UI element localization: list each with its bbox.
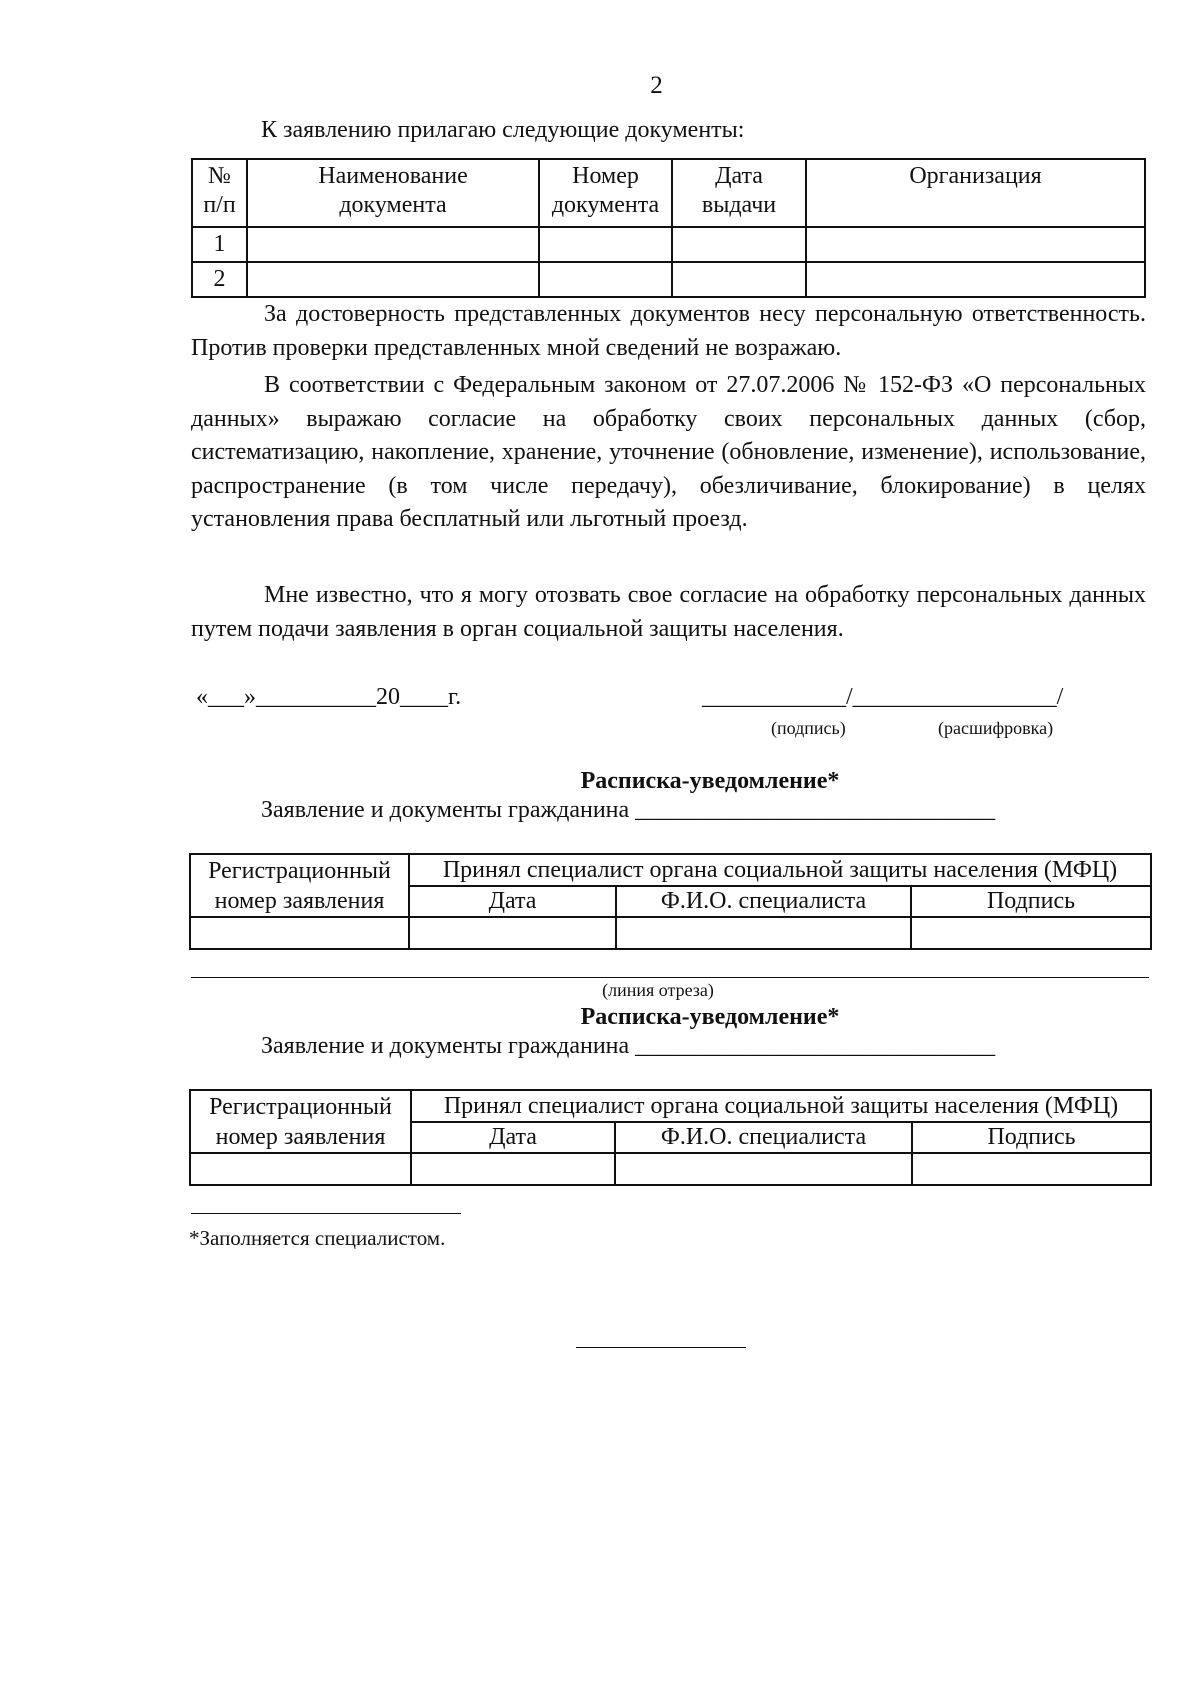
specialist-name-header: Ф.И.О. специалиста	[615, 1122, 912, 1154]
row-organization-cell[interactable]	[806, 227, 1145, 262]
registration-number-cell[interactable]	[190, 917, 409, 949]
date-field[interactable]: «___»__________20____г.	[196, 684, 462, 710]
registration-number-header: Регистрационный номер заявления	[190, 854, 409, 917]
revoke-paragraph: Мне известно, что я могу отозвать свое согласие на обработку персональных данных путем подачи заявления в орган социальной защиты населения.	[191, 582, 1146, 642]
signature-header: Подпись	[911, 886, 1151, 918]
row-doc-number-cell[interactable]	[539, 262, 672, 297]
table-row	[192, 227, 1145, 262]
row-organization-cell[interactable]	[806, 262, 1145, 297]
header-issue-date: Дата выдачи	[672, 159, 806, 227]
footnote: *Заполняется специалистом.	[189, 1226, 446, 1250]
row-issue-date-cell[interactable]	[672, 262, 806, 297]
row-doc-name-cell[interactable]	[247, 262, 539, 297]
attached-documents-table	[191, 158, 1146, 298]
signature-header: Подпись	[912, 1122, 1151, 1154]
end-of-page-rule	[576, 1347, 746, 1348]
receipt-header-row	[190, 1090, 1151, 1122]
header-organization: Организация	[806, 159, 1145, 227]
specialist-name-cell[interactable]	[616, 917, 911, 949]
signature-caption: (подпись)	[771, 718, 846, 738]
specialist-name-header: Ф.И.О. специалиста	[616, 886, 911, 918]
table-row	[192, 262, 1145, 297]
responsibility-paragraph: За достоверность представленных документов несу персональную ответственность. Против проверки представленных мной сведений не возражаю.	[191, 301, 1146, 361]
header-doc-number: Номер документа	[539, 159, 672, 227]
cut-line-caption: (линия отреза)	[602, 980, 714, 1000]
row-num: 1	[192, 227, 247, 262]
registration-number-header: Регистрационный номер заявления	[190, 1090, 411, 1153]
table-row	[190, 1153, 1151, 1185]
receipt-title: Расписка-уведомление*	[580, 768, 840, 794]
date-header: Дата	[409, 886, 616, 918]
row-issue-date-cell[interactable]	[672, 227, 806, 262]
date-cell[interactable]	[409, 917, 616, 949]
footnote-rule	[191, 1213, 461, 1214]
date-cell[interactable]	[411, 1153, 615, 1185]
signature-field[interactable]: ____________/_________________/	[702, 684, 1064, 710]
specialist-name-cell[interactable]	[615, 1153, 912, 1185]
receipt-table	[189, 853, 1152, 950]
signature-cell[interactable]	[911, 917, 1151, 949]
table-row	[190, 917, 1151, 949]
receipt-citizen-documents-field[interactable]: Заявление и документы гражданина ______________________________	[261, 1033, 996, 1059]
page-number: 2	[650, 72, 663, 99]
table-header-row	[192, 159, 1145, 227]
row-doc-number-cell[interactable]	[539, 227, 672, 262]
row-num: 2	[192, 262, 247, 297]
date-header: Дата	[411, 1122, 615, 1154]
header-num: № п/п	[192, 159, 247, 227]
receipt-table	[189, 1089, 1152, 1186]
accepted-by-header: Принял специалист органа социальной защиты населения (МФЦ)	[411, 1090, 1151, 1122]
consent-paragraph: В соответствии с Федеральным законом от 27.07.2006 № 152-ФЗ «О персональных данных» выражаю согласие на обработку своих персональных данных (сбор, систематизацию, накопление, хранение, уточнение (обновление, изменение), использование, распространение (в том числе передачу), обезличивание, блокирование) в целях установления права бесплатный или льготный проезд.	[191, 372, 1146, 532]
registration-number-cell[interactable]	[190, 1153, 411, 1185]
documents-intro: К заявлению прилагаю следующие документы:	[261, 117, 745, 143]
receipt-citizen-documents-field[interactable]: Заявление и документы гражданина ______________________________	[261, 797, 996, 823]
receipt-title: Расписка-уведомление*	[580, 1004, 840, 1030]
decoding-caption: (расшифровка)	[938, 718, 1054, 738]
accepted-by-header: Принял специалист органа социальной защиты населения (МФЦ)	[409, 854, 1151, 886]
receipt-header-row	[190, 854, 1151, 886]
cut-line	[191, 977, 1149, 978]
header-doc-name: Наименование документа	[247, 159, 539, 227]
signature-cell[interactable]	[912, 1153, 1151, 1185]
row-doc-name-cell[interactable]	[247, 227, 539, 262]
